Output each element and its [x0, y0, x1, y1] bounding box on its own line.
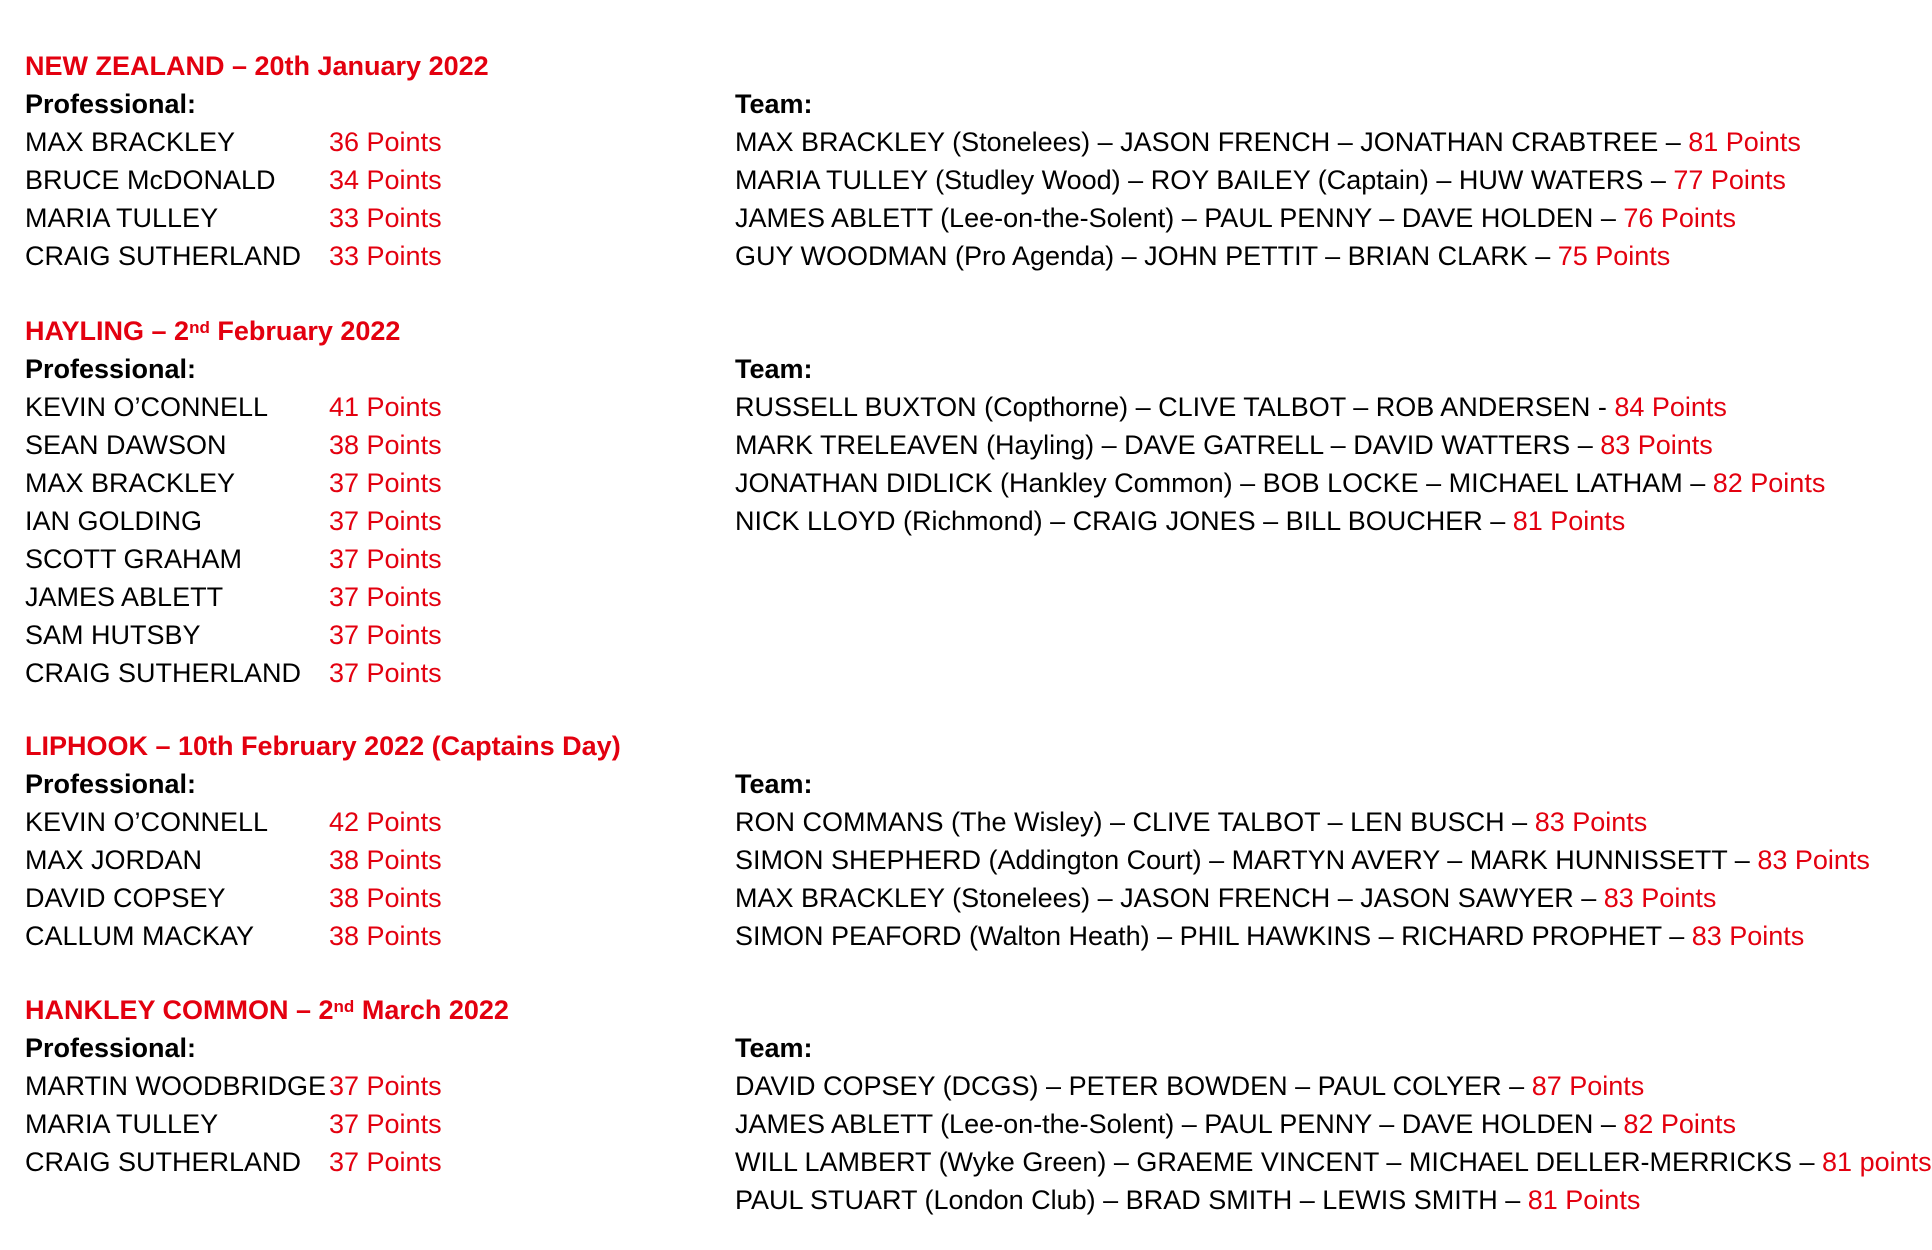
event-heading — [25, 727, 1905, 765]
team-points: 82 Points — [1623, 1109, 1736, 1139]
team-members: JONATHAN DIDLICK (Hankley Common) – BOB LOCKE – MICHAEL LATHAM – — [735, 468, 1713, 498]
professional-row — [25, 464, 725, 502]
team-points: 87 Points — [1531, 1071, 1645, 1101]
professional-row — [25, 879, 725, 917]
team-members: MAX BRACKLEY (Stonelees) – JASON FRENCH – JASON SAWYER – — [735, 883, 1604, 913]
team-members: SIMON PEAFORD (Walton Heath) – PHIL HAWKINS – RICHARD PROPHET – — [735, 921, 1692, 951]
event-heading-ordinal: nd — [189, 318, 210, 337]
professional-name: CRAIG SUTHERLAND — [25, 1147, 302, 1177]
professional-label: Professional: — [25, 89, 197, 119]
professional-points: 42 Points — [329, 807, 442, 837]
professional-row — [25, 502, 725, 540]
event-heading-text: HAYLING – 2 — [25, 316, 190, 346]
professional-name: DAVID COPSEY — [25, 883, 226, 913]
team-points: 81 Points — [1512, 506, 1626, 536]
professional-points: 34 Points — [329, 165, 442, 195]
team-label: Team: — [735, 89, 813, 119]
team-row — [735, 464, 1905, 502]
team-members: WILL LAMBERT (Wyke Green) – GRAEME VINCENT – MICHAEL DELLER-MERRICKS – — [735, 1147, 1823, 1177]
team-row — [735, 426, 1905, 464]
professional-name: MARIA TULLEY — [25, 1109, 219, 1139]
professional-label: Professional: — [25, 354, 197, 384]
team-members: MAX BRACKLEY (Stonelees) – JASON FRENCH – JONATHAN CRABTREE – — [735, 127, 1689, 157]
professional-points: 37 Points — [329, 582, 442, 612]
team-members: GUY WOODMAN (Pro Agenda) – JOHN PETTIT – BRIAN CLARK – — [735, 241, 1558, 271]
professional-label: Professional: — [25, 769, 197, 799]
team-points: 75 Points — [1557, 241, 1671, 271]
event-heading — [25, 47, 1905, 85]
team-label: Team: — [735, 769, 813, 799]
team-row — [735, 879, 1905, 917]
team-label: Team: — [735, 354, 813, 384]
team-label: Team: — [735, 1033, 813, 1063]
team-row — [735, 237, 1905, 275]
professional-points: 37 Points — [329, 506, 442, 536]
event-heading-text: HANKLEY COMMON – 2 — [25, 995, 334, 1025]
professional-row — [25, 1143, 725, 1181]
professional-column — [25, 765, 725, 955]
professional-points: 37 Points — [329, 658, 442, 688]
professional-row — [25, 540, 725, 578]
professional-points: 38 Points — [329, 921, 442, 951]
event-heading-date: March 2022 — [354, 995, 509, 1025]
event-section-new-zealand — [25, 47, 1905, 271]
professional-points: 37 Points — [329, 1147, 442, 1177]
team-row — [735, 1067, 1905, 1105]
professional-name: IAN GOLDING — [25, 506, 203, 536]
team-members: NICK LLOYD (Richmond) – CRAIG JONES – BILL BOUCHER – — [735, 506, 1513, 536]
professional-points: 38 Points — [329, 430, 442, 460]
professional-name: MAX JORDAN — [25, 845, 203, 875]
team-points: 83 Points — [1534, 807, 1648, 837]
team-members: RUSSELL BUXTON (Copthorne) – CLIVE TALBOT – ROB ANDERSEN - — [735, 392, 1615, 422]
event-heading-ordinal: nd — [333, 997, 355, 1016]
team-row — [735, 388, 1905, 426]
professional-name: SCOTT GRAHAM — [25, 544, 243, 574]
professional-points: 38 Points — [329, 883, 442, 913]
team-points: 81 Points — [1688, 127, 1801, 157]
professional-label: Professional: — [25, 1033, 197, 1063]
event-section-hankley-common — [25, 991, 1932, 1215]
team-points: 83 Points — [1603, 883, 1717, 913]
professional-name: JAMES ABLETT — [25, 582, 224, 612]
team-row — [735, 1105, 1905, 1143]
professional-row — [25, 388, 725, 426]
team-members: RON COMMANS (The Wisley) – CLIVE TALBOT – LEN BUSCH – — [735, 807, 1535, 837]
professional-name: CRAIG SUTHERLAND — [25, 241, 302, 271]
professional-row — [25, 237, 725, 275]
team-row — [735, 161, 1905, 199]
team-points: 77 Points — [1673, 165, 1786, 195]
professional-row — [25, 199, 725, 237]
team-row — [735, 803, 1905, 841]
professional-points: 37 Points — [329, 544, 442, 574]
team-column — [735, 1029, 1932, 1219]
professional-column — [25, 350, 725, 692]
professional-name: MAX BRACKLEY — [25, 468, 236, 498]
team-members: MARIA TULLEY (Studley Wood) – ROY BAILEY (Captain) – HUW WATERS – — [735, 165, 1674, 195]
professional-name: MARTIN WOODBRIDGE — [25, 1071, 327, 1101]
professional-row — [25, 654, 725, 692]
professional-column — [25, 85, 725, 275]
professional-row — [25, 578, 725, 616]
professional-row — [25, 123, 725, 161]
team-row — [735, 917, 1905, 955]
professional-points: 33 Points — [329, 241, 442, 271]
team-points: 82 Points — [1712, 468, 1826, 498]
professional-points: 37 Points — [329, 1109, 442, 1139]
professional-points: 38 Points — [329, 845, 442, 875]
team-members: PAUL STUART (London Club) – BRAD SMITH – LEWIS SMITH – — [735, 1185, 1528, 1215]
professional-row — [25, 1067, 725, 1105]
team-row — [735, 502, 1905, 540]
professional-row — [25, 917, 725, 955]
professional-name: MAX BRACKLEY — [25, 127, 236, 157]
professional-name: KEVIN O’CONNELL — [25, 392, 269, 422]
team-row — [735, 841, 1905, 879]
event-heading — [25, 991, 1905, 1029]
team-points: 81 points — [1822, 1147, 1932, 1177]
team-members: DAVID COPSEY (DCGS) – PETER BOWDEN – PAUL COLYER – — [735, 1071, 1532, 1101]
professional-row — [25, 841, 725, 879]
professional-name: CALLUM MACKAY — [25, 921, 255, 951]
team-row — [735, 199, 1905, 237]
professional-name: MARIA TULLEY — [25, 203, 219, 233]
professional-points: 36 Points — [329, 127, 442, 157]
team-members: JAMES ABLETT (Lee-on-the-Solent) – PAUL PENNY – DAVE HOLDEN – — [735, 1109, 1624, 1139]
professional-points: 37 Points — [329, 1071, 442, 1101]
professional-name: SEAN DAWSON — [25, 430, 227, 460]
professional-points: 37 Points — [329, 620, 442, 650]
professional-row — [25, 426, 725, 464]
team-column — [735, 765, 1905, 955]
team-row — [735, 1181, 1905, 1219]
team-points: 81 Points — [1527, 1185, 1641, 1215]
professional-points: 41 Points — [329, 392, 442, 422]
team-points: 84 Points — [1614, 392, 1727, 422]
team-members: SIMON SHEPHERD (Addington Court) – MARTYN AVERY – MARK HUNNISSETT – — [735, 845, 1758, 875]
professional-name: BRUCE McDONALD — [25, 165, 276, 195]
team-row — [735, 123, 1905, 161]
team-points: 83 Points — [1691, 921, 1805, 951]
professional-points: 33 Points — [329, 203, 442, 233]
professional-row — [25, 803, 725, 841]
professional-row — [25, 1105, 725, 1143]
professional-row — [25, 161, 725, 199]
event-section-hayling — [25, 312, 1905, 688]
event-section-liphook — [25, 727, 1905, 951]
event-heading-text: NEW ZEALAND – 20th January 2022 — [25, 51, 489, 81]
team-points: 83 Points — [1600, 430, 1713, 460]
professional-points: 37 Points — [329, 468, 442, 498]
event-heading — [25, 312, 1905, 350]
professional-row — [25, 616, 725, 654]
team-members: JAMES ABLETT (Lee-on-the-Solent) – PAUL PENNY – DAVE HOLDEN – — [735, 203, 1624, 233]
event-heading-text: LIPHOOK – 10th February 2022 (Captains Day) — [25, 731, 621, 761]
professional-column — [25, 1029, 725, 1181]
team-column — [735, 350, 1905, 540]
team-column — [735, 85, 1905, 275]
professional-name: KEVIN O’CONNELL — [25, 807, 269, 837]
team-row — [735, 1143, 1932, 1181]
team-members: MARK TRELEAVEN (Hayling) – DAVE GATRELL – DAVID WATTERS – — [735, 430, 1601, 460]
professional-name: SAM HUTSBY — [25, 620, 201, 650]
event-heading-date: February 2022 — [209, 316, 401, 346]
team-points: 83 Points — [1757, 845, 1870, 875]
team-points: 76 Points — [1623, 203, 1736, 233]
professional-name: CRAIG SUTHERLAND — [25, 658, 302, 688]
